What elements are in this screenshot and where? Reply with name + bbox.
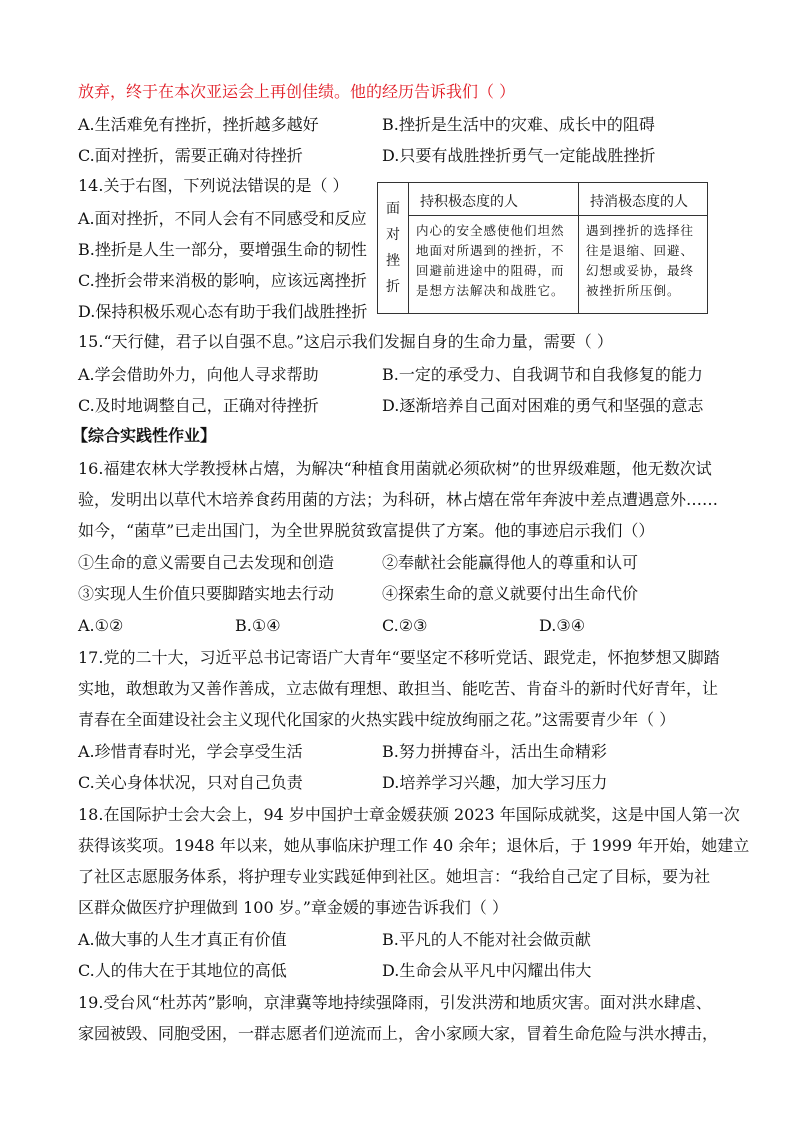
q16-statement-4: ④探索生命的意义就要付出生命代价 bbox=[382, 584, 639, 603]
q16-statement-2: ②奉献社会能赢得他人的尊重和认可 bbox=[382, 553, 639, 572]
q16-statement-3: ③实现人生价值只要脚踏实地去行动 bbox=[78, 584, 335, 603]
q14-option-b[interactable]: B.挫折是人生一部分，要增强生命的韧性 bbox=[78, 240, 367, 259]
q16-stem-line2: 验，发明出以草代木培养食药用菌的方法；为科研，林占熺在常年奔波中差点遭遇意外…… bbox=[78, 490, 719, 509]
q17-stem-line3: 青春在全面建设社会主义现代化国家的火热实践中绽放绚丽之花。”这需要青少年（ ） bbox=[78, 710, 676, 729]
q18-stem-line4: 区群众做医疗护理做到 100 岁。”章金媛的事迹告诉我们（ ） bbox=[78, 898, 508, 917]
positive-description: 内心的安全感使他们坦然地面对所遇到的挫折，不回避前进途中的阻碍，而是想方法解决和战胜它。 bbox=[416, 223, 565, 298]
q14-option-a[interactable]: A.面对挫折，不同人会有不同感受和反应 bbox=[78, 209, 367, 228]
section-heading: 【综合实践性作业】 bbox=[72, 426, 217, 445]
q16-option-c[interactable]: C.②③ bbox=[382, 616, 428, 635]
q13-option-d[interactable]: D.只要有战胜挫折勇气一定能战胜挫折 bbox=[382, 146, 656, 165]
q15-option-d[interactable]: D.逐渐培养自己面对困难的勇气和坚强的意志 bbox=[382, 396, 704, 415]
negative-description: 遇到挫折的选择往往是退缩、回避、幻想或妥协，最终被挫折所压倒。 bbox=[586, 223, 695, 298]
q19-stem-line1: 19.受台风“杜苏芮”影响，京津冀等地持续强降雨，引发洪涝和地质灾害。面对洪水肆虐、 bbox=[78, 993, 712, 1012]
q14-option-c[interactable]: C.挫折会带来消极的影响，应该远离挫折 bbox=[78, 271, 367, 290]
side-char: 对 bbox=[386, 227, 400, 243]
q15-option-c[interactable]: C.及时地调整自己，正确对待挫折 bbox=[78, 396, 319, 415]
side-char: 面 bbox=[386, 201, 400, 217]
q18-stem-line2: 获得该奖项。1948 年以来，她从事临床护理工作 40 余年；退休后，于 1999 年开始，她建立 bbox=[78, 836, 750, 855]
q17-stem-line2: 实地，敢想敢为又善作善成，立志做有理想、敢担当、能吃苦、肯奋斗的新时代好青年，让 bbox=[78, 679, 719, 698]
q16-stem-line3: 如今，“菌草”已走出国门，为全世界脱贫致富提供了方案。他的事迹启示我们（） bbox=[78, 521, 655, 540]
q18-option-b[interactable]: B.平凡的人不能对社会做贡献 bbox=[382, 930, 591, 949]
q15-stem: 15.“天行健，君子以自强不息。”这启示我们发掘自身的生命力量，需要（ ） bbox=[78, 332, 613, 351]
q17-option-d[interactable]: D.培养学习兴趣，加大学习压力 bbox=[382, 773, 608, 792]
side-char: 挫 bbox=[386, 253, 400, 269]
q15-option-a[interactable]: A.学会借助外力，向他人寻求帮助 bbox=[78, 365, 319, 384]
q17-stem-line1: 17.党的二十大，习近平总书记寄语广大青年“要坚定不移听党话、跟党走，怀抱梦想又脚踏 bbox=[78, 648, 720, 667]
table-side-label bbox=[378, 183, 408, 313]
q16-option-d[interactable]: D.③④ bbox=[539, 616, 586, 635]
q18-stem-line3: 了社区志愿服务体系，将护理专业实践延伸到社区。她坦言：“我给自己定了目标，要为社 bbox=[78, 867, 711, 886]
q14-option-d[interactable]: D.保持积极乐观心态有助于我们战胜挫折 bbox=[78, 302, 368, 321]
q15-option-b[interactable]: B.一定的承受力、自我调节和自我修复的能力 bbox=[382, 365, 703, 384]
q17-option-a[interactable]: A.珍惜青春时光，学会享受生活 bbox=[78, 742, 303, 761]
q16-option-b[interactable]: B.①④ bbox=[235, 616, 281, 635]
q18-option-c[interactable]: C.人的伟大在于其地位的高低 bbox=[78, 961, 287, 980]
side-char: 折 bbox=[386, 279, 400, 295]
q18-stem-line1: 18.在国际护士会大会上，94 岁中国护士章金媛获颁 2023 年国际成就奖，这是中国人第一次 bbox=[78, 805, 740, 824]
negative-header: 持消极态度的人 bbox=[590, 194, 688, 210]
q16-stem-line1: 16.福建农林大学教授林占熺，为解决“种植食用菌就必须砍树”的世界级难题，他无数次试 bbox=[78, 459, 712, 478]
continued-question-stem: 放弃，终于在本次亚运会上再创佳绩。他的经历告诉我们（ ） bbox=[78, 82, 516, 101]
q17-option-c[interactable]: C.关心身体状况，只对自己负责 bbox=[78, 773, 303, 792]
q19-stem-line2: 家园被毁、同胞受困，一群志愿者们逆流而上，舍小家顾大家，冒着生命危险与洪水搏击， bbox=[78, 1024, 719, 1043]
q14-stem: 14.关于右图，下列说法错误的是（ ） bbox=[78, 176, 349, 195]
q18-option-d[interactable]: D.生命会从平凡中闪耀出伟大 bbox=[382, 961, 592, 980]
q13-option-a[interactable]: A.生活难免有挫折，挫折越多越好 bbox=[78, 115, 319, 134]
q16-option-a[interactable]: A.①② bbox=[78, 616, 124, 635]
q17-option-b[interactable]: B.努力拼搏奋斗，活出生命精彩 bbox=[382, 742, 607, 761]
positive-header: 持积极态度的人 bbox=[420, 194, 518, 210]
attitude-comparison-table bbox=[377, 182, 708, 314]
q18-option-a[interactable]: A.做大事的人生才真正有价值 bbox=[78, 930, 287, 949]
q16-statement-1: ①生命的意义需要自己去发现和创造 bbox=[78, 553, 335, 572]
q13-option-c[interactable]: C.面对挫折，需要正确对待挫折 bbox=[78, 146, 303, 165]
q13-option-b[interactable]: B.挫折是生活中的灾难、成长中的阻碍 bbox=[382, 115, 655, 134]
